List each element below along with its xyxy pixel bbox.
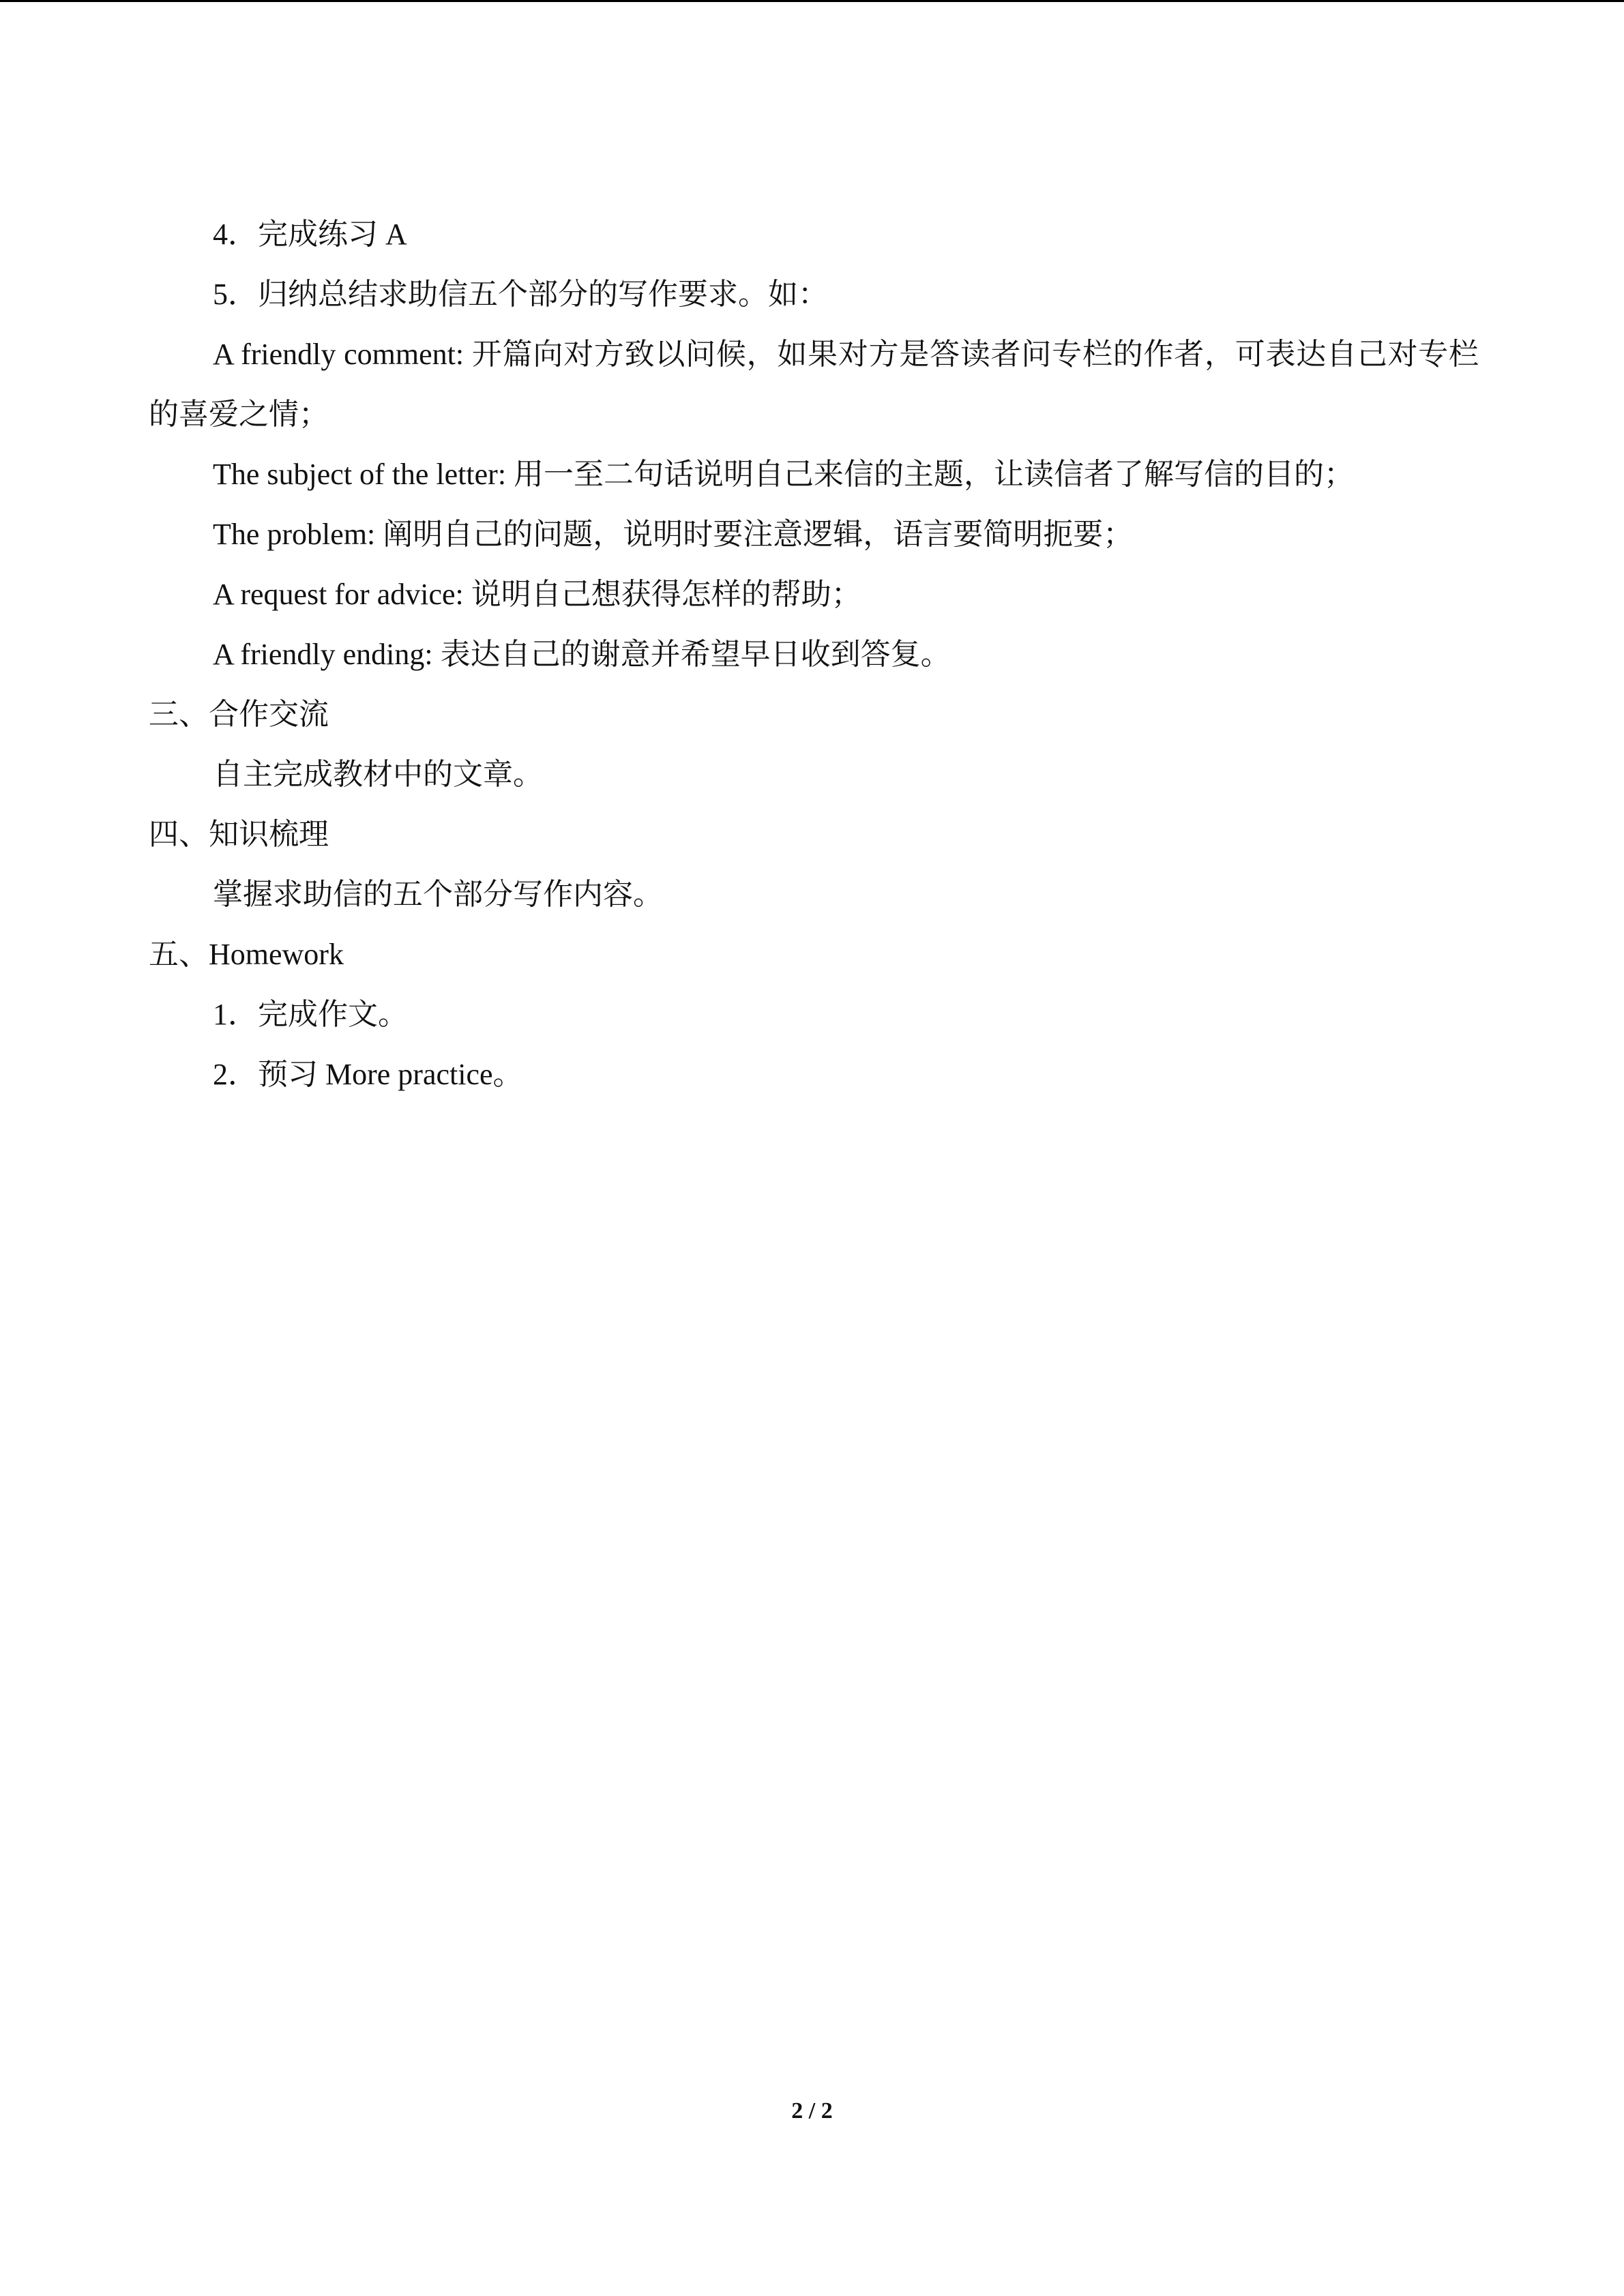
page-number: 2 / 2 — [791, 2098, 833, 2123]
knowledge-text: 掌握求助信的五个部分写作内容。 — [213, 878, 663, 911]
section-heading-homework: 五、Homework — [149, 938, 344, 971]
homework-item-1: 1．完成作文。 — [213, 998, 408, 1031]
step-4-line: 4．完成练习 A — [213, 218, 407, 251]
homework-item-2: 2．预习 More practice。 — [213, 1058, 523, 1091]
request-for-advice-line: A request for advice: 说明自己想获得怎样的帮助； — [213, 578, 861, 611]
section-heading-knowledge: 四、知识梳理 — [149, 818, 329, 851]
section-heading-cooperation: 三、合作交流 — [149, 698, 329, 731]
friendly-ending-line: A friendly ending: 表达自己的谢意并希望早日收到答复。 — [213, 638, 951, 671]
friendly-comment-paragraph: A friendly comment: 开篇向对方致以问候，如果对方是答读者问专栏的作者，可表达自己对专栏的喜爱之情； — [149, 338, 1479, 431]
subject-of-letter-line: The subject of the letter: 用一至二句话说明自己来信的主题，让读信者了解写信的目的； — [213, 458, 1355, 491]
document-body — [149, 205, 1479, 1105]
problem-line: The problem: 阐明自己的问题，说明时要注意逻辑，语言要简明扼要； — [213, 518, 1134, 551]
step-5-line: 5．归纳总结求助信五个部分的写作要求。如： — [213, 278, 828, 311]
cooperation-text: 自主完成教材中的文章。 — [213, 758, 543, 791]
